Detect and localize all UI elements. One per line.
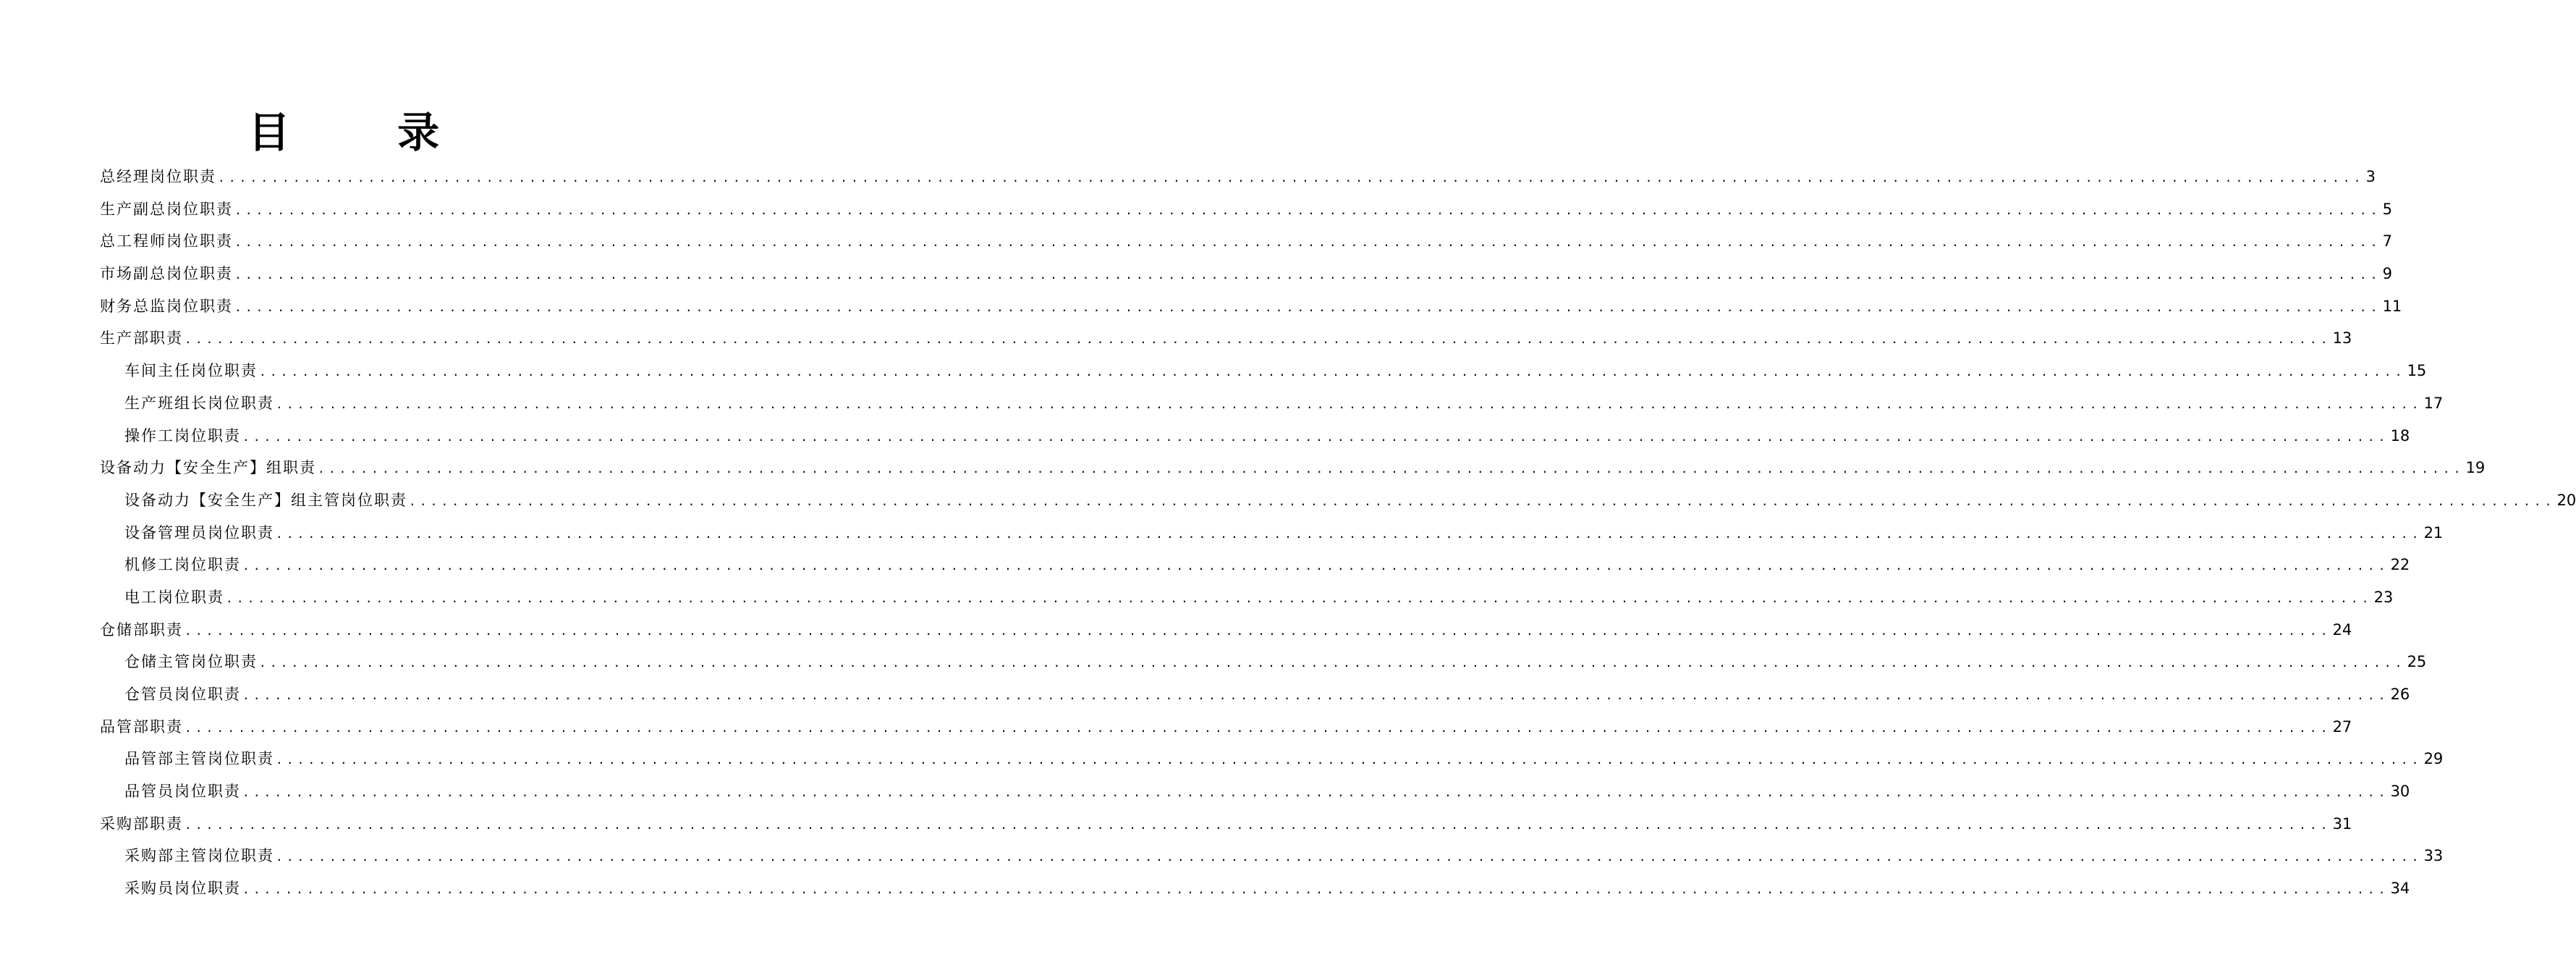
toc-entry-page-number: 24	[2332, 620, 2352, 639]
toc-entry[interactable]	[100, 549, 2410, 581]
toc-dot-leader: ........................................................................................................................................................................................................	[234, 268, 2381, 282]
toc-dot-leader: ........................................................................................................................................................................................................	[242, 883, 2389, 897]
toc-entry-label: 设备动力【安全生产】组职责	[100, 459, 316, 477]
toc-entry-page-number: 11	[2382, 297, 2402, 315]
toc-dot-leader: ........................................................................................................................................................................................................	[259, 365, 2406, 379]
toc-entry[interactable]	[100, 225, 2392, 258]
toc-entry-label: 仓储主管岗位职责	[124, 653, 258, 671]
toc-dot-leader: ........................................................................................................................................................................................................	[185, 817, 2331, 832]
toc-entry-label: 车间主任岗位职责	[124, 362, 258, 380]
toc-entry-page-number: 23	[2373, 588, 2394, 606]
toc-entry[interactable]	[100, 678, 2410, 711]
toc-entry-page-number: 26	[2390, 686, 2410, 703]
toc-entry-page-number: 21	[2423, 523, 2444, 542]
toc-dot-leader: ........................................................................................................................................................................................................	[318, 462, 2465, 476]
toc-entry-label: 品管部主管岗位职责	[124, 750, 274, 768]
toc-entry[interactable]	[100, 711, 2352, 744]
toc-dot-leader: ........................................................................................................................................................................................................	[276, 850, 2423, 864]
toc-entry-page-number: 25	[2407, 653, 2427, 671]
toc-entry[interactable]	[100, 322, 2352, 355]
toc-entry-label: 电工岗位职责	[124, 588, 224, 606]
toc-dot-leader: ........................................................................................................................................................................................................	[276, 397, 2423, 411]
toc-dot-leader: ........................................................................................................................................................................................................	[218, 171, 2365, 185]
toc-entry-label: 设备动力【安全生产】组主管岗位职责	[124, 491, 407, 509]
toc-entry-label: 品管部职责	[100, 717, 183, 736]
toc-entry-label: 生产部职责	[100, 329, 183, 348]
toc-entry[interactable]	[100, 355, 2427, 387]
toc-dot-leader: ........................................................................................................................................................................................................	[234, 300, 2381, 314]
toc-entry-label: 采购员岗位职责	[124, 880, 241, 898]
toc-dot-leader: ........................................................................................................................................................................................................	[276, 526, 2423, 541]
toc-entry[interactable]	[100, 581, 2394, 614]
toc-entry[interactable]	[100, 872, 2410, 905]
toc-entry-label: 总工程师岗位职责	[100, 232, 233, 250]
toc-entry-label: 仓储部职责	[100, 620, 183, 639]
toc-entry-page-number: 9	[2382, 265, 2392, 283]
toc-entry-page-number: 22	[2390, 556, 2410, 574]
toc-entry-label: 品管员岗位职责	[124, 783, 241, 801]
toc-entry[interactable]	[100, 387, 2444, 420]
toc-dot-leader: ........................................................................................................................................................................................................	[185, 332, 2331, 347]
toc-entry-page-number: 17	[2423, 394, 2444, 412]
toc-dot-leader: ........................................................................................................................................................................................................	[242, 688, 2389, 702]
toc-entry[interactable]	[100, 646, 2427, 678]
toc-entry-label: 仓管员岗位职责	[124, 686, 241, 703]
toc-entry-page-number: 20	[2556, 491, 2576, 509]
toc-entry-page-number: 3	[2365, 168, 2376, 185]
toc-entry[interactable]	[100, 452, 2486, 484]
toc-dot-leader: ........................................................................................................................................................................................................	[234, 235, 2381, 250]
toc-entry[interactable]	[100, 258, 2392, 290]
toc-dot-leader: ........................................................................................................................................................................................................	[226, 591, 2373, 605]
toc-entry-page-number: 5	[2382, 200, 2392, 218]
toc-dot-leader: ........................................................................................................................................................................................................	[242, 429, 2389, 444]
toc-entry[interactable]	[100, 484, 2576, 517]
toc-entry-page-number: 29	[2423, 750, 2444, 768]
toc-entry-page-number: 27	[2332, 717, 2352, 736]
toc-entry-label: 生产副总岗位职责	[100, 200, 233, 218]
toc-list	[100, 161, 2576, 905]
toc-entry-page-number: 31	[2332, 814, 2352, 833]
toc-entry-label: 生产班组长岗位职责	[124, 394, 274, 412]
toc-entry-page-number: 34	[2390, 880, 2410, 898]
toc-dot-leader: ........................................................................................................................................................................................................	[242, 785, 2389, 800]
toc-entry[interactable]	[100, 840, 2444, 872]
toc-entry-page-number: 33	[2423, 847, 2444, 865]
toc-dot-leader: ........................................................................................................................................................................................................	[259, 656, 2406, 670]
toc-entry-label: 操作工岗位职责	[124, 426, 241, 445]
toc-entry-page-number: 18	[2390, 426, 2410, 445]
toc-dot-leader: ........................................................................................................................................................................................................	[185, 720, 2331, 735]
toc-entry-label: 市场副总岗位职责	[100, 265, 233, 283]
toc-entry-label: 采购部主管岗位职责	[124, 847, 274, 865]
toc-entry[interactable]	[100, 420, 2410, 452]
toc-entry-page-number: 7	[2382, 232, 2392, 250]
toc-title: 目 录	[247, 108, 486, 157]
toc-entry[interactable]	[100, 161, 2376, 193]
toc-entry[interactable]	[100, 517, 2444, 549]
toc-dot-leader: ........................................................................................................................................................................................................	[409, 494, 2556, 508]
toc-entry-label: 设备管理员岗位职责	[124, 523, 274, 542]
toc-entry[interactable]	[100, 743, 2444, 775]
toc-entry-label: 财务总监岗位职责	[100, 297, 233, 315]
toc-dot-leader: ........................................................................................................................................................................................................	[242, 559, 2389, 573]
toc-entry[interactable]	[100, 808, 2352, 841]
toc-entry-label: 采购部职责	[100, 814, 183, 833]
toc-dot-leader: ........................................................................................................................................................................................................	[234, 203, 2381, 217]
toc-entry-page-number: 19	[2465, 459, 2486, 477]
toc-entry[interactable]	[100, 290, 2402, 323]
toc-entry-label: 机修工岗位职责	[124, 556, 241, 574]
toc-entry[interactable]	[100, 193, 2392, 226]
toc-entry-page-number: 15	[2407, 362, 2427, 380]
toc-dot-leader: ........................................................................................................................................................................................................	[276, 753, 2423, 767]
toc-entry-page-number: 13	[2332, 329, 2352, 348]
toc-entry[interactable]	[100, 775, 2410, 808]
toc-entry-label: 总经理岗位职责	[100, 168, 216, 185]
toc-entry-page-number: 30	[2390, 783, 2410, 801]
toc-entry[interactable]	[100, 614, 2352, 646]
toc-dot-leader: ........................................................................................................................................................................................................	[185, 623, 2331, 638]
